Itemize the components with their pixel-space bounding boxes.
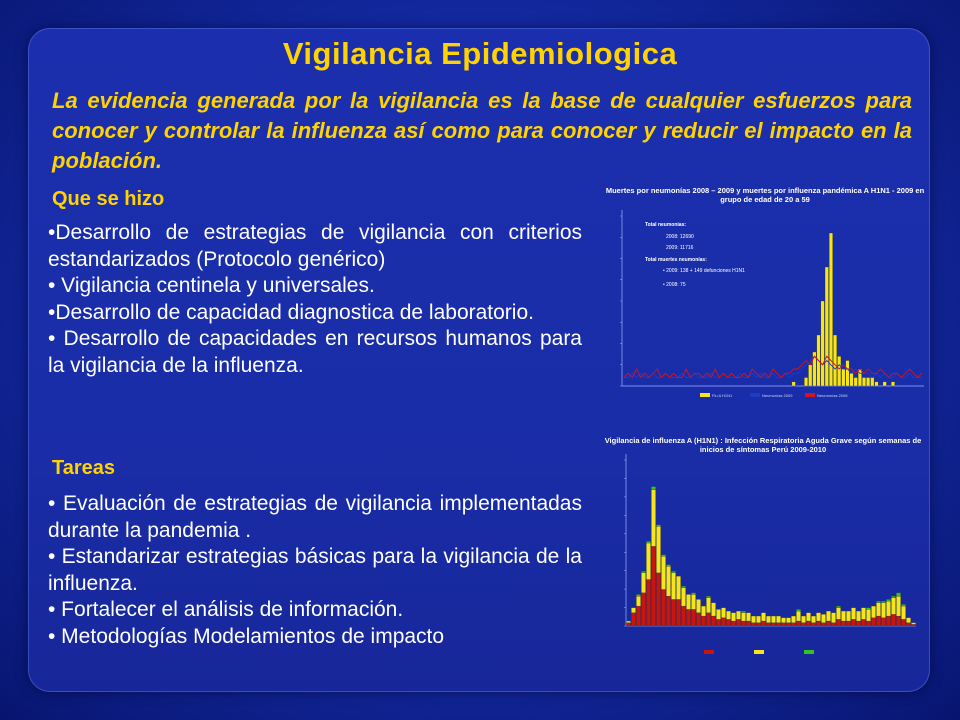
irag-red-bar — [906, 623, 910, 626]
irag-red-bar — [821, 623, 825, 626]
irag-yellow-bar — [871, 606, 875, 618]
irag-red-bar — [641, 593, 645, 626]
irag-yellow-bar — [726, 611, 730, 619]
irag-red-bar — [691, 609, 695, 626]
irag-red-bar — [886, 616, 890, 626]
irag-red-bar — [761, 621, 765, 626]
irag-green-bar — [651, 487, 655, 490]
h1n1-bar — [850, 373, 854, 386]
irag-yellow-bar — [661, 556, 665, 589]
annotation: 2009: 11716 — [666, 245, 694, 251]
h1n1-bar — [837, 356, 841, 386]
irag-red-bar — [851, 619, 855, 626]
irag-yellow-bar — [681, 588, 685, 606]
legend-swatch — [804, 650, 814, 654]
tareas-list — [48, 491, 582, 650]
h1n1-bar — [842, 369, 846, 386]
irag-yellow-bar — [911, 623, 915, 625]
irag-green-bar — [671, 571, 675, 573]
irag-red-bar — [881, 618, 885, 626]
irag-green-bar — [646, 541, 650, 543]
legend-swatch — [704, 650, 714, 654]
irag-green-bar — [896, 593, 900, 596]
irag-yellow-bar — [711, 603, 715, 616]
irag-green-bar — [691, 593, 695, 595]
irag-green-bar — [796, 609, 800, 611]
irag-red-bar — [626, 623, 630, 626]
irag-yellow-bar — [676, 576, 680, 599]
annotation: Total neumonías: — [645, 222, 687, 228]
irag-red-bar — [826, 621, 830, 626]
chart1-title: Muertes por neumonías 2008 – 2009 y muertes por influenza pandémica A H1N1 - 2009 en grupo de edad de 20 a 59 — [605, 186, 925, 204]
list-item: • Evaluación de estrategias de vigilancia implementadas durante la pandemia . — [48, 492, 582, 542]
irag-red-bar — [676, 599, 680, 626]
irag-yellow-bar — [721, 608, 725, 618]
irag-h1n1-chart — [604, 432, 922, 664]
annotation: 2008: 12690 — [666, 234, 694, 240]
irag-red-bar — [806, 621, 810, 626]
irag-red-bar — [721, 618, 725, 626]
irag-yellow-bar — [801, 616, 805, 623]
irag-red-bar — [771, 623, 775, 626]
irag-red-bar — [671, 599, 675, 626]
irag-red-bar — [666, 596, 670, 626]
irag-red-bar — [831, 623, 835, 626]
irag-yellow-bar — [866, 609, 870, 621]
irag-yellow-bar — [831, 613, 835, 623]
irag-yellow-bar — [806, 613, 810, 621]
legend-swatch — [754, 650, 764, 654]
h1n1-bar — [804, 378, 808, 387]
legend-swatch — [805, 393, 815, 397]
legend-label: Neumonías 2009 — [762, 393, 793, 398]
h1n1-bar — [854, 378, 858, 387]
irag-yellow-bar — [891, 598, 895, 615]
irag-green-bar — [901, 604, 905, 606]
irag-red-bar — [891, 614, 895, 626]
irag-red-bar — [726, 619, 730, 626]
h1n1-bar — [866, 378, 870, 387]
que-se-hizo-list — [48, 220, 582, 379]
list-item: • Metodologías Modelamientos de impacto — [48, 624, 445, 648]
irag-yellow-bar — [641, 573, 645, 593]
annotation: • 2008: 75 — [663, 282, 686, 288]
irag-yellow-bar — [646, 543, 650, 580]
irag-red-bar — [801, 623, 805, 626]
irag-green-bar — [866, 608, 870, 610]
irag-red-bar — [836, 619, 840, 626]
irag-yellow-bar — [821, 614, 825, 622]
irag-yellow-bar — [691, 594, 695, 609]
irag-green-bar — [881, 601, 885, 603]
irag-red-bar — [871, 618, 875, 626]
irag-yellow-bar — [876, 603, 880, 616]
irag-red-bar — [651, 546, 655, 626]
pneumonia-deaths-chart — [600, 186, 930, 406]
irag-yellow-bar — [766, 616, 770, 623]
irag-yellow-bar — [816, 613, 820, 621]
h1n1-bar — [862, 378, 866, 387]
irag-green-bar — [636, 594, 640, 596]
irag-red-bar — [736, 619, 740, 626]
list-item: • Vigilancia centinela y universales. — [48, 274, 375, 297]
h1n1-bar — [792, 382, 796, 386]
irag-yellow-bar — [796, 611, 800, 621]
chart2-title: Vigilancia de influenza A (H1N1) : Infección Respiratoria Aguda Grave según semanas de inicios de síntomas Perú 2009-2010 — [604, 436, 922, 454]
irag-red-bar — [661, 589, 665, 626]
h1n1-bar — [871, 378, 875, 387]
annotation: • 2009: 138 + 149 defunciones H1N1 — [663, 268, 745, 274]
irag-yellow-bar — [826, 611, 830, 621]
irag-yellow-bar — [731, 613, 735, 621]
irag-red-bar — [816, 621, 820, 626]
irag-red-bar — [686, 609, 690, 626]
irag-red-bar — [711, 616, 715, 626]
irag-red-bar — [751, 623, 755, 626]
irag-yellow-bar — [836, 608, 840, 620]
irag-green-bar — [666, 565, 670, 567]
h1n1-bar — [833, 335, 837, 386]
irag-yellow-bar — [761, 613, 765, 621]
legend-swatch — [750, 393, 760, 397]
irag-green-bar — [836, 606, 840, 608]
irag-red-bar — [876, 616, 880, 626]
irag-red-bar — [656, 573, 660, 626]
list-item: • Estandarizar estrategias básicas para la vigilancia de la influenza. — [48, 545, 582, 595]
h1n1-bar — [821, 301, 825, 386]
irag-yellow-bar — [841, 611, 845, 621]
irag-red-bar — [681, 606, 685, 626]
intro-paragraph: La evidencia generada por la vigilancia es la base de cualquier esfuerzos para conocer y controlar la influenza así como para conocer y reducir el impacto en la población. — [52, 88, 912, 173]
irag-yellow-bar — [901, 606, 905, 619]
irag-green-bar — [681, 586, 685, 588]
h1n1-bar — [891, 382, 895, 386]
h1n1-bar — [808, 365, 812, 386]
irag-red-bar — [781, 623, 785, 626]
irag-yellow-bar — [861, 608, 865, 620]
irag-red-bar — [866, 621, 870, 626]
irag-red-bar — [841, 621, 845, 626]
irag-red-bar — [791, 623, 795, 626]
irag-yellow-bar — [716, 609, 720, 619]
irag-red-bar — [786, 623, 790, 626]
irag-red-bar — [896, 616, 900, 626]
h1n1-bar — [825, 267, 829, 386]
irag-red-bar — [811, 623, 815, 626]
irag-red-bar — [741, 621, 745, 626]
irag-green-bar — [886, 599, 890, 601]
annotation: Total muertes neumonías: — [645, 257, 707, 263]
irag-red-bar — [911, 624, 915, 626]
legend-label: Neumonías 2008 — [817, 393, 848, 398]
irag-yellow-bar — [741, 613, 745, 621]
irag-green-bar — [891, 596, 895, 598]
legend-swatch — [700, 393, 710, 397]
irag-red-bar — [696, 613, 700, 626]
irag-green-bar — [741, 611, 745, 613]
irag-yellow-bar — [746, 613, 750, 621]
h1n1-bar — [846, 361, 850, 387]
irag-yellow-bar — [666, 566, 670, 596]
irag-yellow-bar — [701, 606, 705, 616]
list-item: • Fortalecer el análisis de información. — [48, 598, 404, 621]
irag-red-bar — [776, 623, 780, 626]
irag-yellow-bar — [696, 599, 700, 612]
chart1-svg — [600, 186, 930, 406]
irag-green-bar — [641, 571, 645, 573]
irag-yellow-bar — [656, 526, 660, 572]
irag-yellow-bar — [631, 608, 635, 613]
irag-red-bar — [796, 621, 800, 626]
irag-yellow-bar — [736, 611, 740, 619]
irag-yellow-bar — [776, 616, 780, 623]
irag-yellow-bar — [811, 616, 815, 623]
irag-yellow-bar — [846, 611, 850, 621]
irag-green-bar — [876, 601, 880, 603]
list-item: • Desarrollo de capacidades en recursos humanos para la vigilancia de la influenza. — [48, 327, 582, 377]
irag-red-bar — [716, 619, 720, 626]
irag-red-bar — [856, 621, 860, 626]
irag-red-bar — [701, 616, 705, 626]
legend-label: Flu A H1N1 — [712, 393, 733, 398]
irag-green-bar — [661, 555, 665, 557]
slide-title: Vigilancia Epidemiologica — [282, 36, 678, 71]
irag-yellow-bar — [786, 618, 790, 623]
irag-yellow-bar — [751, 616, 755, 623]
irag-yellow-bar — [791, 616, 795, 623]
irag-yellow-bar — [906, 618, 910, 623]
h1n1-bar — [883, 382, 887, 386]
tareas-heading: Tareas — [52, 457, 116, 479]
irag-red-bar — [731, 621, 735, 626]
irag-red-bar — [901, 619, 905, 626]
irag-red-bar — [756, 623, 760, 626]
list-item: •Desarrollo de estrategias de vigilancia con criterios estandarizados (Protocolo genérico) — [48, 221, 582, 271]
irag-yellow-bar — [856, 611, 860, 621]
pneumonia-2009-line — [624, 356, 922, 377]
irag-green-bar — [656, 525, 660, 527]
irag-red-bar — [766, 623, 770, 626]
irag-yellow-bar — [636, 596, 640, 606]
irag-yellow-bar — [771, 616, 775, 623]
irag-yellow-bar — [886, 601, 890, 616]
irag-yellow-bar — [851, 608, 855, 620]
irag-red-bar — [636, 606, 640, 626]
irag-yellow-bar — [626, 621, 630, 623]
chart2-svg — [604, 432, 922, 664]
irag-yellow-bar — [671, 573, 675, 600]
irag-yellow-bar — [686, 594, 690, 609]
irag-yellow-bar — [881, 603, 885, 618]
irag-red-bar — [646, 580, 650, 626]
irag-yellow-bar — [651, 490, 655, 546]
irag-yellow-bar — [756, 616, 760, 623]
irag-red-bar — [706, 613, 710, 626]
que-se-hizo-heading: Que se hizo — [52, 188, 165, 210]
irag-yellow-bar — [706, 598, 710, 613]
irag-red-bar — [746, 621, 750, 626]
irag-yellow-bar — [896, 596, 900, 616]
list-item: •Desarrollo de capacidad diagnostica de laboratorio. — [48, 300, 534, 324]
irag-red-bar — [861, 619, 865, 626]
irag-yellow-bar — [781, 618, 785, 623]
irag-red-bar — [846, 621, 850, 626]
h1n1-bar — [875, 382, 879, 386]
irag-green-bar — [706, 596, 710, 598]
irag-red-bar — [631, 613, 635, 626]
